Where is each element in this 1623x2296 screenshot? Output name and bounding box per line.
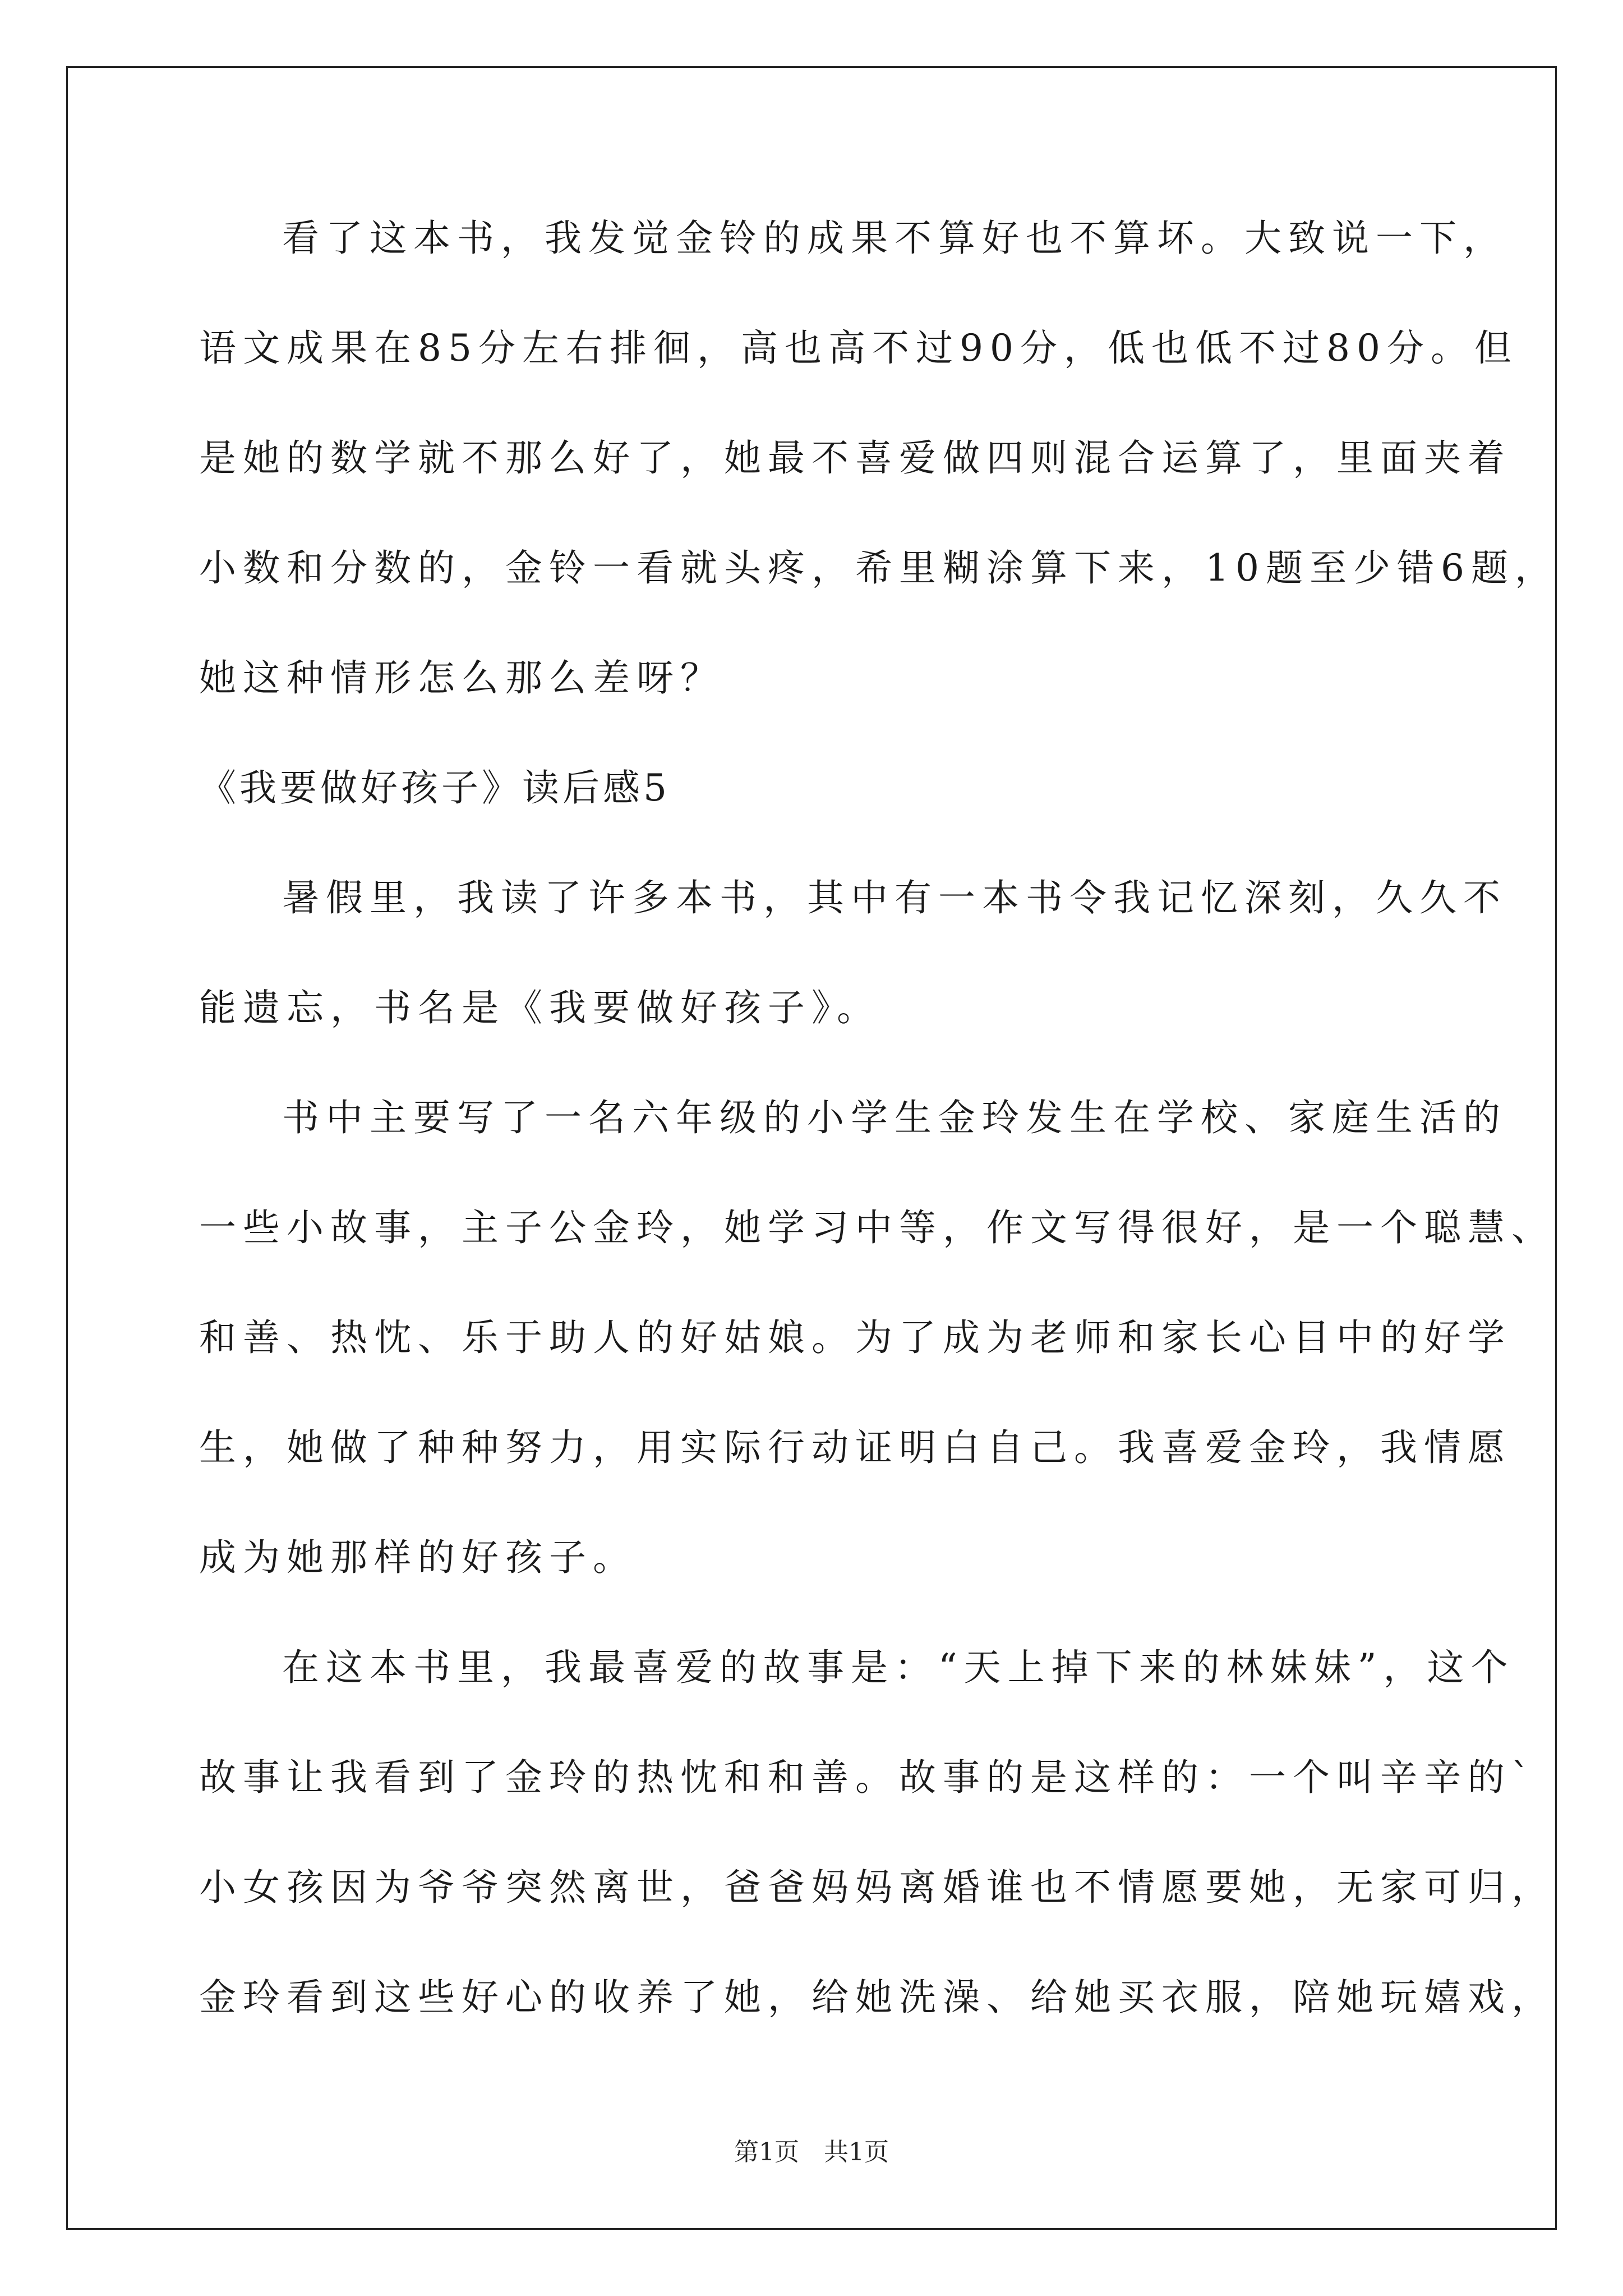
text-line-17: 金玲看到这些好心的收养了她，给她洗澡、给她买衣服，陪她玩嬉戏， [199,1976,1555,2019]
document-body [199,205,1559,2074]
text-line-2: 语文成果在85分左右排徊，高也高不过90分，低也低不过80分。但 [199,326,1518,370]
text-line-1: 看了这本书，我发觉金铃的成果不算好也不算坏。大致说一下， [282,217,1507,260]
text-line-15: 故事让我看到了金玲的热忱和和善。故事的是这样的：一个叫辛辛的` [199,1756,1537,1799]
text-line-7: 暑假里，我读了许多本书，其中有一本书令我记忆深刻，久久不 [282,876,1507,919]
text-line-16: 小女孩因为爷爷突然离世，爸爸妈妈离婚谁也不情愿要她，无家可归， [199,1866,1555,1909]
text-line-13: 成为她那样的好孩子。 [199,1536,637,1579]
text-line-9: 书中主要写了一名六年级的小学生金玲发生在学校、家庭生活的 [282,1096,1507,1139]
text-line-14: 在这本书里，我最喜爱的故事是：“天上掉下来的林妹妹”，这个 [282,1646,1515,1689]
text-line-5: 她这种情形怎么那么差呀？ [199,656,724,700]
text-line-10: 一些小故事，主子公金玲，她学习中等，作文写得很好，是一个聪慧、 [199,1206,1555,1249]
section-heading: 《我要做好孩子》读后感5 [199,766,670,809]
text-line-11: 和善、热忱、乐于助人的好姑娘。为了成为老师和家长心目中的好学 [199,1316,1511,1359]
text-line-12: 生，她做了种种努力，用实际行动证明白自己。我喜爱金玲，我情愿 [199,1426,1511,1469]
text-line-4: 小数和分数的，金铃一看就头疼，希里糊涂算下来，10题至少错6题， [199,546,1559,590]
text-line-8: 能遗忘，书名是《我要做好孩子》。 [199,986,880,1029]
page-footer: 第1页 共1页 [734,2138,889,2166]
text-line-3: 是她的数学就不那么好了，她最不喜爱做四则混合运算了，里面夹着 [199,436,1511,480]
